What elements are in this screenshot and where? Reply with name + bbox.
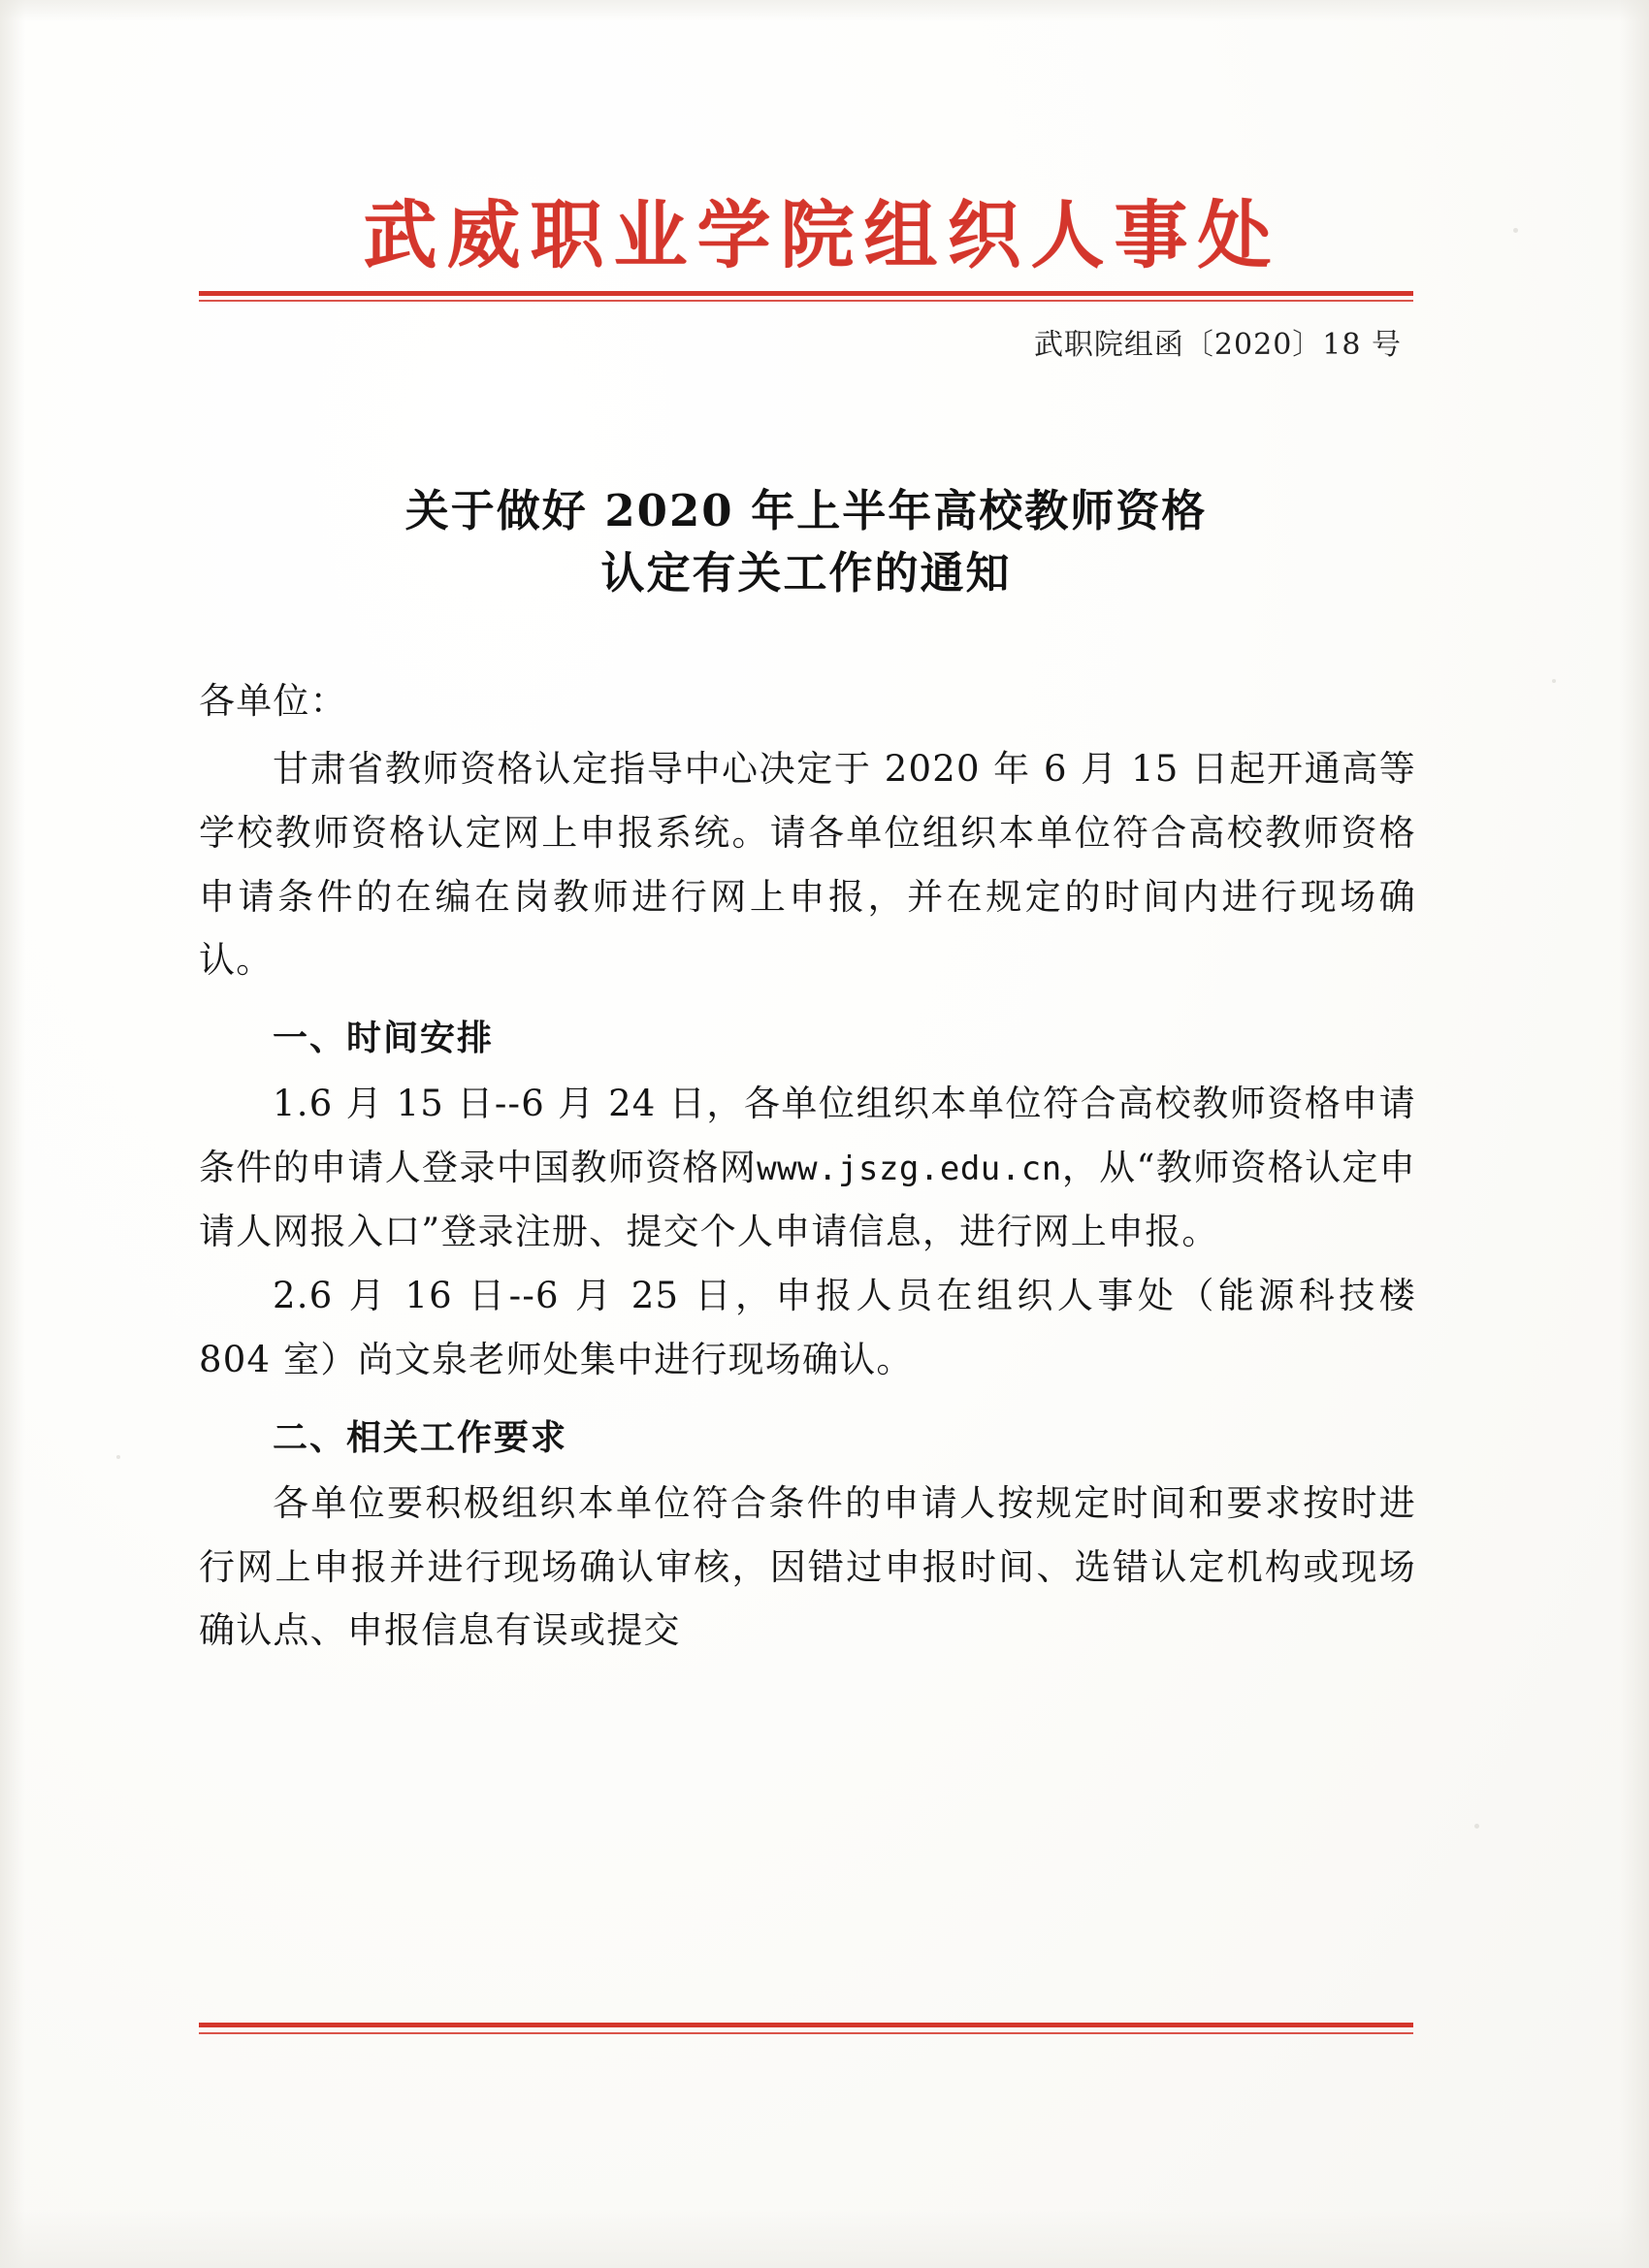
- item-1: [199, 1072, 1416, 1264]
- intro-paragraph: 甘肃省教师资格认定指导中心决定于 2020 年 6 月 15 日起开通高等学校教师资格认定网上申报系统。请各单位组织本单位符合高校教师资格申请条件的在编在岗教师进行网上申报，并在规定的时间内进行现场确认。: [199, 747, 1416, 982]
- scan-speckle: [1513, 228, 1518, 233]
- item-1-text-part-2: ，从“教师资格认定申请人网报入口”登录注册、提交个人申请信息，进行网上申报。: [199, 1147, 1416, 1253]
- footer-divider: [199, 2023, 1413, 2034]
- header-divider-thin: [199, 300, 1413, 302]
- document-number: 武职院组函〔2020〕18 号: [1033, 328, 1402, 362]
- scan-speckle: [1474, 1824, 1479, 1829]
- letterhead: [218, 192, 1426, 278]
- footer-divider-thick: [199, 2023, 1413, 2027]
- section-two-paragraph: 各单位要积极组织本单位符合条件的申请人按规定时间和要求按时进行网上申报并进行现场确认审核，因错过申报时间、选错认定机构或现场确认点、申报信息有误或提交: [199, 1481, 1416, 1652]
- item-1-url: www.jszg.edu.cn: [757, 1150, 1062, 1189]
- scan-edge-left: [0, 0, 25, 2268]
- letterhead-title: 武威职业学院组织人事处: [363, 192, 1281, 278]
- footer-divider-thin: [199, 2032, 1413, 2034]
- page-title: [199, 480, 1413, 604]
- page-title-line-2: 认定有关工作的通知: [600, 546, 1012, 599]
- header-divider: [199, 291, 1413, 302]
- document-body: [199, 669, 1416, 1663]
- item-1-text-part-1: 1.6 月 15 日--6 月 24 日，各单位组织本单位符合高校教师资格申请条件的申请人登录中国教师资格网: [199, 1083, 1416, 1189]
- page-title-line-1: 关于做好 2020 年上半年高校教师资格: [404, 485, 1208, 536]
- item-2: 2.6 月 16 日--6 月 25 日，申报人员在组织人事处（能源科技楼 804 室）尚文泉老师处集中进行现场确认。: [199, 1274, 1416, 1380]
- header-divider-thick: [199, 291, 1413, 296]
- salutation: 各单位：: [199, 680, 347, 722]
- scan-edge-right: [1620, 0, 1649, 2268]
- section-two-heading: 二、相关工作要求: [273, 1417, 568, 1458]
- scan-speckle: [1552, 679, 1556, 683]
- section-one-heading: 一、时间安排: [273, 1019, 495, 1059]
- scan-speckle: [116, 1455, 120, 1459]
- document-content: [199, 0, 1455, 2268]
